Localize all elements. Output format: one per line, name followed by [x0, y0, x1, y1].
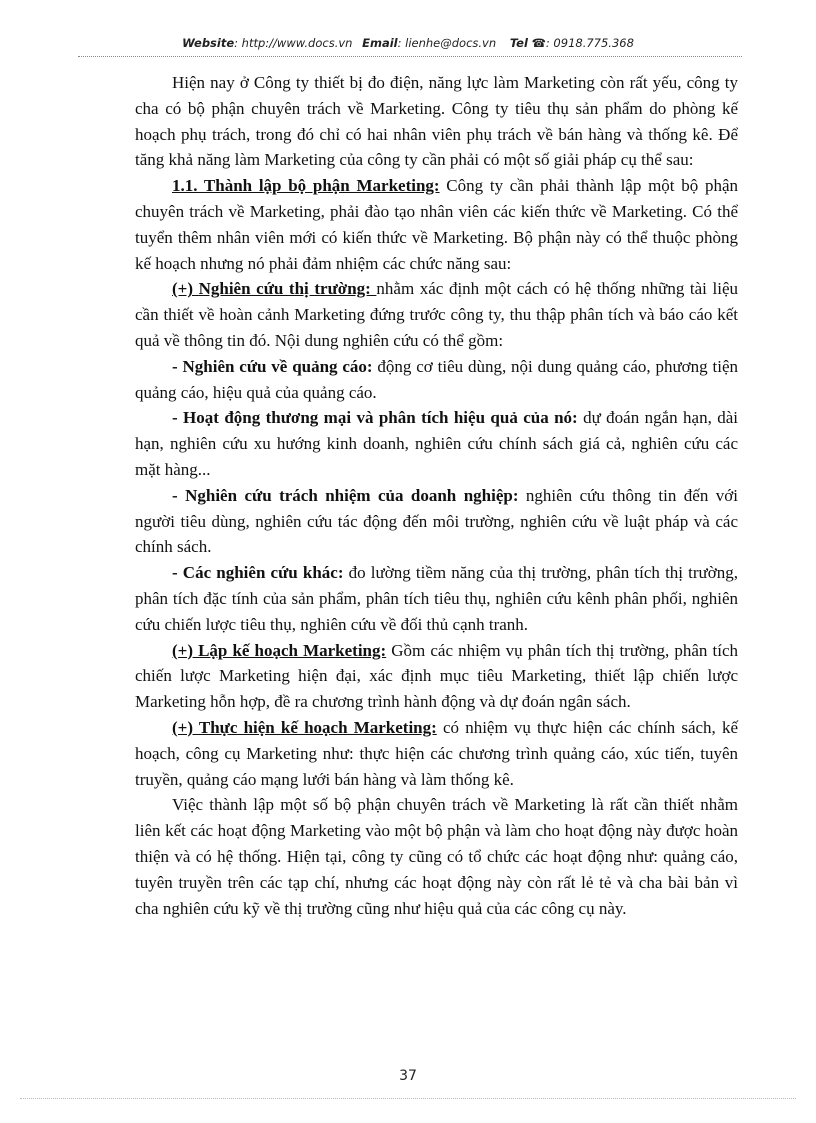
paragraph: (+) Nghiên cứu thị trường: nhằm xác định một cách có hệ thống những tài liệu cần thiết về hoàn cảnh Marketing đứng trước công ty, thu thập phân tích và báo cáo kết quả về thông tin đó. Nội dung nghiên cứu có thể gồm: [135, 279, 738, 350]
list-item: - Nghiên cứu trách nhiệm của doanh nghiệp: nghiên cứu thông tin đến với người tiêu dùng, nghiên cứu tác động đến môi trường, nghiên cứu về luật pháp và các chính sách. [135, 485, 738, 557]
tel-value: : 0918.775.368 [545, 36, 634, 50]
list-item-lead: - Nghiên cứu trách nhiệm của doanh nghiệp: [172, 485, 519, 505]
footer-divider [20, 1098, 796, 1099]
subsection-heading: (+) Lập kế hoạch Marketing: [172, 640, 387, 660]
list-item: - Nghiên cứu về quảng cáo: động cơ tiêu dùng, nội dung quảng cáo, phương tiện quảng cáo, hiệu quả của quảng cáo. [135, 356, 738, 402]
list-item: - Các nghiên cứu khác: đo lường tiềm năng của thị trường, phân tích thị trường, phân tích đặc tính của sản phẩm, phân tích tiêu thụ, nghiên cứu kênh phân phối, nghiên cứu chiến lược tiêu thụ, nghiên cứu về đối thủ cạnh tranh. [135, 563, 738, 634]
email-value: : lienhe@docs.vn [397, 36, 497, 50]
website-label: Website [182, 36, 235, 50]
list-item-lead: - Các nghiên cứu khác: [172, 563, 344, 583]
paragraph: Việc thành lập một số bộ phận chuyên trách về Marketing là rất cần thiết nhằm liên kết các hoạt động Marketing vào một bộ phận và làm cho hoạt động này được hoàn thiện và có hệ thống. Hiện tại, công ty cũng có tổ chức các hoạt động như: quảng cáo, tuyên truyền trên các tạp chí, nhưng các hoạt động này còn rất lẻ tẻ và cha bài bản vì cha nghiên cứu kỹ về thị trường cũng như hiệu quả của các công cụ này. [135, 795, 738, 918]
subsection-heading: (+) Thực hiện kế hoạch Marketing: [172, 717, 437, 737]
list-item-lead: - Hoạt động thương mại và phân tích hiệu quả của nó: [172, 408, 578, 428]
section-heading: 1.1. Thành lập bộ phận Marketing: [172, 176, 440, 196]
paragraph: 1.1. Thành lập bộ phận Marketing: Công ty cần phải thành lập một bộ phận chuyên trách về Marketing, phải đào tạo nhân viên các kiến thức về Marketing. Có thể tuyển thêm nhân viên mới có kiến thức về Marketing. Bộ phận này có thể thuộc phòng kế hoạch nhưng nó phải đảm nhiệm các chức năng sau: [135, 176, 738, 273]
paragraph: (+) Lập kế hoạch Marketing: Gồm các nhiệm vụ phân tích thị trường, phân tích chiến lược Marketing hiện đại, xác định mục tiêu Marketing, thiết lập chiến lược Marketing hỗn hợp, đề ra chương trình hành động và dự đoán ngân sách. [135, 640, 738, 712]
subsection-heading: (+) Nghiên cứu thị trường: [172, 279, 377, 299]
paragraph: (+) Thực hiện kế hoạch Marketing: có nhiệm vụ thực hiện các chính sách, kế hoạch, công cụ Marketing như: thực hiện các chương trình quảng cáo, xúc tiến, tuyên truyền, quảng cáo mạng lưới bán hàng và làm thống kê. [135, 717, 739, 789]
page-number: 37 [399, 1068, 417, 1084]
list-item: - Hoạt động thương mại và phân tích hiệu quả của nó: dự đoán ngắn hạn, dài hạn, nghiên cứu xu hướng kinh doanh, nghiên cứu chính sách giá cả, nghiên cứu các mặt hàng... [135, 408, 738, 479]
phone-icon: ☎ [531, 36, 546, 50]
tel-label: Tel [509, 36, 528, 50]
paragraph: Hiện nay ở Công ty thiết bị đo điện, năng lực làm Marketing còn rất yếu, công ty cha có bộ phận chuyên trách về Marketing. Công ty tiêu thụ sản phẩm do phòng kế hoạch phụ trách, trong đó chỉ có hai nhân viên phụ trách về bán hàng và thống kê. Để tăng khả năng làm Marketing của công ty cần phải có một số giải pháp cụ thể sau: [135, 73, 738, 170]
list-item-lead: - Nghiên cứu về quảng cáo: [172, 356, 373, 376]
document-body [135, 70, 738, 921]
header-divider [78, 56, 742, 57]
website-value: : http://www.docs.vn [234, 36, 353, 50]
email-label: Email [362, 36, 398, 50]
page-header [0, 36, 816, 50]
